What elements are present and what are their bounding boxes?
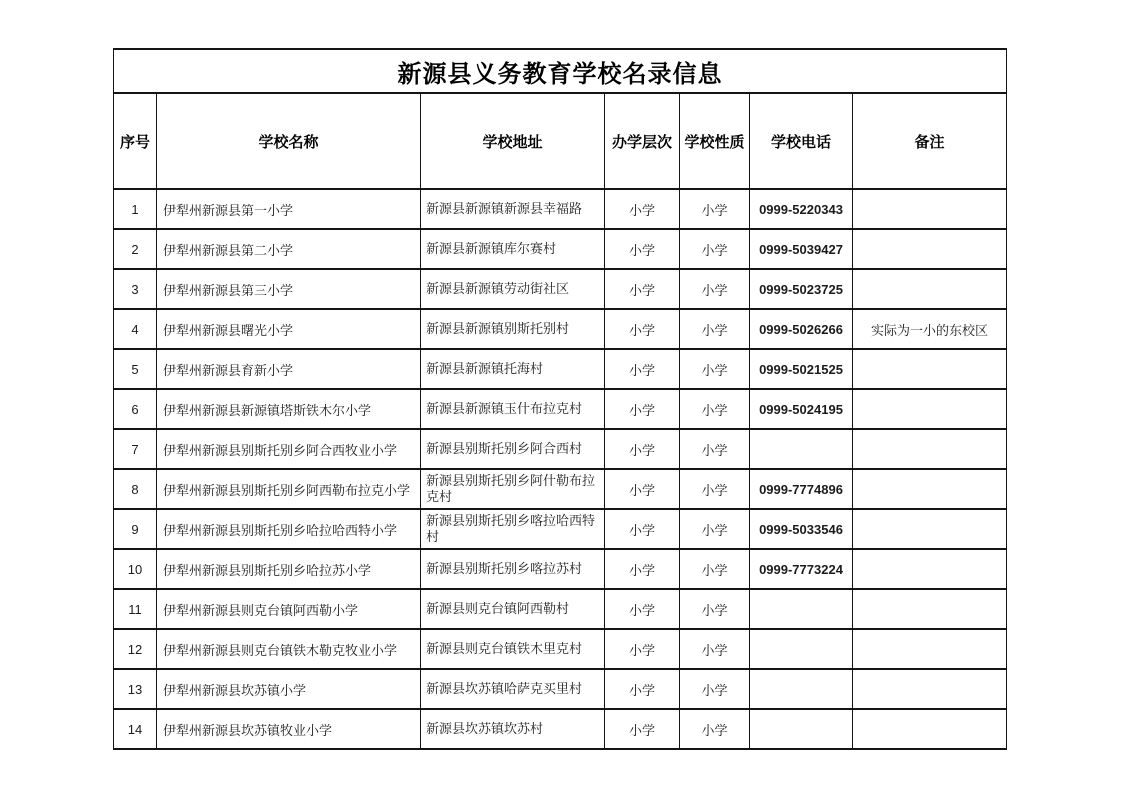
cell-school-address: 新源县新源镇托海村 — [421, 349, 605, 389]
cell-school-name: 伊犁州新源县则克台镇铁木勒克牧业小学 — [157, 629, 421, 669]
cell-index: 12 — [114, 629, 157, 669]
cell-school-name: 伊犁州新源县新源镇塔斯铁木尔小学 — [157, 389, 421, 429]
column-header-phone: 学校电话 — [750, 93, 853, 189]
table-row — [114, 389, 1007, 429]
cell-school-level: 小学 — [605, 509, 680, 549]
page-title: 新源县义务教育学校名录信息 — [114, 49, 1007, 93]
cell-school-phone: 0999-5023725 — [750, 269, 853, 309]
cell-index: 8 — [114, 469, 157, 509]
column-header-name: 学校名称 — [157, 93, 421, 189]
cell-index: 5 — [114, 349, 157, 389]
cell-index: 9 — [114, 509, 157, 549]
cell-school-level: 小学 — [605, 629, 680, 669]
table-row — [114, 549, 1007, 589]
cell-school-phone — [750, 629, 853, 669]
cell-remark — [853, 709, 1007, 749]
cell-school-nature: 小学 — [680, 509, 750, 549]
cell-school-phone: 0999-7773224 — [750, 549, 853, 589]
cell-index: 11 — [114, 589, 157, 629]
cell-remark — [853, 429, 1007, 469]
cell-remark — [853, 349, 1007, 389]
cell-remark — [853, 269, 1007, 309]
cell-school-name: 伊犁州新源县曙光小学 — [157, 309, 421, 349]
cell-school-name: 伊犁州新源县坎苏镇牧业小学 — [157, 709, 421, 749]
cell-remark — [853, 549, 1007, 589]
cell-school-nature: 小学 — [680, 469, 750, 509]
school-directory-table — [113, 48, 1007, 750]
cell-index: 14 — [114, 709, 157, 749]
cell-school-name: 伊犁州新源县第三小学 — [157, 269, 421, 309]
cell-index: 6 — [114, 389, 157, 429]
cell-index: 13 — [114, 669, 157, 709]
cell-school-phone — [750, 589, 853, 629]
cell-school-nature: 小学 — [680, 629, 750, 669]
cell-school-name: 伊犁州新源县坎苏镇小学 — [157, 669, 421, 709]
table-row — [114, 189, 1007, 229]
column-header-nature: 学校性质 — [680, 93, 750, 189]
table-row — [114, 509, 1007, 549]
cell-school-phone — [750, 669, 853, 709]
cell-school-phone: 0999-7774896 — [750, 469, 853, 509]
cell-school-phone: 0999-5220343 — [750, 189, 853, 229]
cell-school-name: 伊犁州新源县则克台镇阿西勒小学 — [157, 589, 421, 629]
cell-school-address: 新源县新源镇别斯托别村 — [421, 309, 605, 349]
cell-school-level: 小学 — [605, 389, 680, 429]
cell-index: 10 — [114, 549, 157, 589]
cell-index: 2 — [114, 229, 157, 269]
column-header-address: 学校地址 — [421, 93, 605, 189]
cell-school-level: 小学 — [605, 429, 680, 469]
cell-school-phone: 0999-5039427 — [750, 229, 853, 269]
table-row — [114, 669, 1007, 709]
table-row — [114, 429, 1007, 469]
table-row — [114, 589, 1007, 629]
cell-school-name: 伊犁州新源县别斯托别乡哈拉苏小学 — [157, 549, 421, 589]
cell-school-level: 小学 — [605, 269, 680, 309]
cell-school-address: 新源县新源镇新源县幸福路 — [421, 189, 605, 229]
cell-school-name: 伊犁州新源县别斯托别乡哈拉哈西特小学 — [157, 509, 421, 549]
cell-school-phone: 0999-5021525 — [750, 349, 853, 389]
cell-school-nature: 小学 — [680, 229, 750, 269]
cell-school-level: 小学 — [605, 189, 680, 229]
cell-school-level: 小学 — [605, 469, 680, 509]
table-row — [114, 229, 1007, 269]
cell-school-name: 伊犁州新源县别斯托别乡阿合西牧业小学 — [157, 429, 421, 469]
cell-remark — [853, 229, 1007, 269]
cell-remark — [853, 509, 1007, 549]
cell-school-address: 新源县别斯托别乡喀拉哈西特村 — [421, 509, 605, 549]
cell-remark — [853, 669, 1007, 709]
table-row — [114, 709, 1007, 749]
cell-school-address: 新源县别斯托别乡喀拉苏村 — [421, 549, 605, 589]
cell-school-phone — [750, 429, 853, 469]
cell-school-address: 新源县新源镇劳动街社区 — [421, 269, 605, 309]
cell-index: 1 — [114, 189, 157, 229]
cell-school-nature: 小学 — [680, 189, 750, 229]
cell-school-level: 小学 — [605, 309, 680, 349]
cell-school-address: 新源县则克台镇铁木里克村 — [421, 629, 605, 669]
cell-remark — [853, 629, 1007, 669]
cell-remark — [853, 589, 1007, 629]
cell-school-phone: 0999-5026266 — [750, 309, 853, 349]
cell-school-name: 伊犁州新源县别斯托别乡阿西勒布拉克小学 — [157, 469, 421, 509]
cell-school-phone — [750, 709, 853, 749]
cell-school-nature: 小学 — [680, 549, 750, 589]
cell-school-address: 新源县新源镇库尔赛村 — [421, 229, 605, 269]
cell-school-address: 新源县新源镇玉什布拉克村 — [421, 389, 605, 429]
cell-school-name: 伊犁州新源县第二小学 — [157, 229, 421, 269]
cell-school-nature: 小学 — [680, 709, 750, 749]
column-header-level: 办学层次 — [605, 93, 680, 189]
cell-school-level: 小学 — [605, 549, 680, 589]
table-title-row — [114, 49, 1007, 93]
cell-school-address: 新源县坎苏镇哈萨克买里村 — [421, 669, 605, 709]
table-row — [114, 309, 1007, 349]
cell-school-address: 新源县别斯托别乡阿什勒布拉克村 — [421, 469, 605, 509]
cell-school-phone: 0999-5033546 — [750, 509, 853, 549]
cell-school-nature: 小学 — [680, 269, 750, 309]
cell-remark — [853, 389, 1007, 429]
cell-school-address: 新源县坎苏镇坎苏村 — [421, 709, 605, 749]
cell-school-level: 小学 — [605, 589, 680, 629]
cell-school-level: 小学 — [605, 229, 680, 269]
cell-school-nature: 小学 — [680, 389, 750, 429]
cell-remark: 实际为一小的东校区 — [853, 309, 1007, 349]
cell-school-name: 伊犁州新源县第一小学 — [157, 189, 421, 229]
cell-school-nature: 小学 — [680, 429, 750, 469]
cell-school-level: 小学 — [605, 669, 680, 709]
cell-school-name: 伊犁州新源县育新小学 — [157, 349, 421, 389]
cell-remark — [853, 469, 1007, 509]
cell-school-nature: 小学 — [680, 589, 750, 629]
cell-school-nature: 小学 — [680, 669, 750, 709]
cell-school-level: 小学 — [605, 349, 680, 389]
column-header-remark: 备注 — [853, 93, 1007, 189]
cell-school-level: 小学 — [605, 709, 680, 749]
cell-index: 4 — [114, 309, 157, 349]
cell-school-address: 新源县则克台镇阿西勒村 — [421, 589, 605, 629]
table-row — [114, 469, 1007, 509]
table-row — [114, 629, 1007, 669]
cell-school-nature: 小学 — [680, 349, 750, 389]
table-row — [114, 269, 1007, 309]
cell-remark — [853, 189, 1007, 229]
table-body — [114, 49, 1007, 749]
column-header-index: 序号 — [114, 93, 157, 189]
table-header-row — [114, 93, 1007, 189]
table-row — [114, 349, 1007, 389]
cell-school-phone: 0999-5024195 — [750, 389, 853, 429]
cell-index: 7 — [114, 429, 157, 469]
cell-school-address: 新源县别斯托别乡阿合西村 — [421, 429, 605, 469]
cell-index: 3 — [114, 269, 157, 309]
cell-school-nature: 小学 — [680, 309, 750, 349]
